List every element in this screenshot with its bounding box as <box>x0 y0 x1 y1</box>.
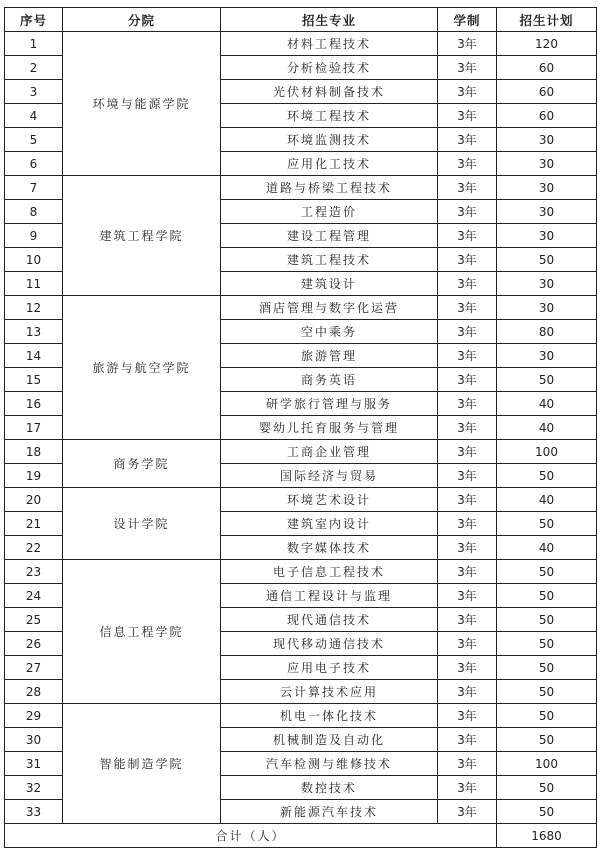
major-name: 数字媒体技术 <box>221 536 438 560</box>
duration: 3年 <box>438 296 497 320</box>
enrollment-plan: 50 <box>497 632 597 656</box>
college-name: 信息工程学院 <box>63 560 221 704</box>
college-name: 旅游与航空学院 <box>63 296 221 440</box>
enrollment-plan: 50 <box>497 584 597 608</box>
duration: 3年 <box>438 512 497 536</box>
duration: 3年 <box>438 56 497 80</box>
major-name: 通信工程设计与监理 <box>221 584 438 608</box>
duration: 3年 <box>438 392 497 416</box>
enrollment-plan: 50 <box>497 608 597 632</box>
enrollment-plan: 50 <box>497 560 597 584</box>
duration: 3年 <box>438 464 497 488</box>
row-number: 24 <box>5 584 63 608</box>
major-name: 应用电子技术 <box>221 656 438 680</box>
college-name: 智能制造学院 <box>63 704 221 824</box>
enrollment-plan: 30 <box>497 200 597 224</box>
enrollment-plan: 120 <box>497 32 597 56</box>
major-name: 新能源汽车技术 <box>221 800 438 824</box>
major-name: 数控技术 <box>221 776 438 800</box>
enrollment-plan: 40 <box>497 416 597 440</box>
college-name: 环境与能源学院 <box>63 32 221 176</box>
major-name: 工程造价 <box>221 200 438 224</box>
major-name: 汽车检测与维修技术 <box>221 752 438 776</box>
major-name: 电子信息工程技术 <box>221 560 438 584</box>
major-name: 材料工程技术 <box>221 32 438 56</box>
major-name: 机械制造及自动化 <box>221 728 438 752</box>
duration: 3年 <box>438 800 497 824</box>
total-label: 合计（人） <box>5 824 497 848</box>
row-number: 19 <box>5 464 63 488</box>
row-number: 3 <box>5 80 63 104</box>
enrollment-plan: 60 <box>497 56 597 80</box>
enrollment-plan: 50 <box>497 728 597 752</box>
row-number: 16 <box>5 392 63 416</box>
major-name: 旅游管理 <box>221 344 438 368</box>
enrollment-plan: 100 <box>497 752 597 776</box>
duration: 3年 <box>438 752 497 776</box>
table-row <box>5 440 597 464</box>
table-row <box>5 296 597 320</box>
enrollment-plan: 50 <box>497 680 597 704</box>
duration: 3年 <box>438 104 497 128</box>
enrollment-plan: 50 <box>497 368 597 392</box>
enrollment-plan: 30 <box>497 176 597 200</box>
duration: 3年 <box>438 176 497 200</box>
major-name: 应用化工技术 <box>221 152 438 176</box>
duration: 3年 <box>438 488 497 512</box>
row-number: 1 <box>5 32 63 56</box>
duration: 3年 <box>438 584 497 608</box>
major-name: 云计算技术应用 <box>221 680 438 704</box>
header-no: 序号 <box>5 8 63 32</box>
duration: 3年 <box>438 560 497 584</box>
duration: 3年 <box>438 608 497 632</box>
row-number: 7 <box>5 176 63 200</box>
duration: 3年 <box>438 248 497 272</box>
header-row <box>5 8 597 32</box>
row-number: 8 <box>5 200 63 224</box>
major-name: 工商企业管理 <box>221 440 438 464</box>
duration: 3年 <box>438 224 497 248</box>
enrollment-plan: 60 <box>497 104 597 128</box>
enrollment-plan: 30 <box>497 344 597 368</box>
enrollment-plan: 80 <box>497 320 597 344</box>
enrollment-plan: 50 <box>497 800 597 824</box>
duration: 3年 <box>438 776 497 800</box>
total-value: 1680 <box>497 824 597 848</box>
enrollment-plan: 50 <box>497 512 597 536</box>
row-number: 22 <box>5 536 63 560</box>
duration: 3年 <box>438 704 497 728</box>
major-name: 光伏材料制备技术 <box>221 80 438 104</box>
header-duration: 学制 <box>438 8 497 32</box>
major-name: 婴幼儿托育服务与管理 <box>221 416 438 440</box>
major-name: 环境艺术设计 <box>221 488 438 512</box>
enrollment-plan: 30 <box>497 128 597 152</box>
duration: 3年 <box>438 344 497 368</box>
row-number: 6 <box>5 152 63 176</box>
major-name: 环境监测技术 <box>221 128 438 152</box>
enrollment-plan: 40 <box>497 536 597 560</box>
enrollment-plan: 50 <box>497 776 597 800</box>
duration: 3年 <box>438 200 497 224</box>
major-name: 分析检验技术 <box>221 56 438 80</box>
major-name: 研学旅行管理与服务 <box>221 392 438 416</box>
enrollment-plan: 60 <box>497 80 597 104</box>
row-number: 21 <box>5 512 63 536</box>
duration: 3年 <box>438 320 497 344</box>
row-number: 14 <box>5 344 63 368</box>
duration: 3年 <box>438 80 497 104</box>
duration: 3年 <box>438 728 497 752</box>
row-number: 26 <box>5 632 63 656</box>
duration: 3年 <box>438 416 497 440</box>
duration: 3年 <box>438 440 497 464</box>
row-number: 9 <box>5 224 63 248</box>
enrollment-plan: 30 <box>497 272 597 296</box>
college-name: 商务学院 <box>63 440 221 488</box>
college-name: 建筑工程学院 <box>63 176 221 296</box>
enrollment-plan: 100 <box>497 440 597 464</box>
major-name: 现代通信技术 <box>221 608 438 632</box>
duration: 3年 <box>438 368 497 392</box>
header-major: 招生专业 <box>221 8 438 32</box>
enrollment-plan: 50 <box>497 656 597 680</box>
header-college: 分院 <box>63 8 221 32</box>
row-number: 29 <box>5 704 63 728</box>
duration: 3年 <box>438 152 497 176</box>
major-name: 空中乘务 <box>221 320 438 344</box>
row-number: 17 <box>5 416 63 440</box>
major-name: 酒店管理与数字化运营 <box>221 296 438 320</box>
duration: 3年 <box>438 680 497 704</box>
row-number: 5 <box>5 128 63 152</box>
table-row <box>5 704 597 728</box>
major-name: 道路与桥梁工程技术 <box>221 176 438 200</box>
row-number: 27 <box>5 656 63 680</box>
enrollment-plan: 30 <box>497 296 597 320</box>
header-plan: 招生计划 <box>497 8 597 32</box>
row-number: 18 <box>5 440 63 464</box>
major-name: 现代移动通信技术 <box>221 632 438 656</box>
row-number: 25 <box>5 608 63 632</box>
row-number: 10 <box>5 248 63 272</box>
row-number: 12 <box>5 296 63 320</box>
duration: 3年 <box>438 632 497 656</box>
row-number: 23 <box>5 560 63 584</box>
enrollment-plan: 30 <box>497 152 597 176</box>
row-number: 31 <box>5 752 63 776</box>
table-row <box>5 176 597 200</box>
major-name: 建筑设计 <box>221 272 438 296</box>
major-name: 环境工程技术 <box>221 104 438 128</box>
row-number: 2 <box>5 56 63 80</box>
duration: 3年 <box>438 656 497 680</box>
major-name: 国际经济与贸易 <box>221 464 438 488</box>
table-row <box>5 488 597 512</box>
duration: 3年 <box>438 272 497 296</box>
total-row <box>5 824 597 848</box>
enrollment-plan: 40 <box>497 392 597 416</box>
table-row <box>5 32 597 56</box>
row-number: 4 <box>5 104 63 128</box>
enrollment-plan: 30 <box>497 224 597 248</box>
major-name: 商务英语 <box>221 368 438 392</box>
row-number: 28 <box>5 680 63 704</box>
row-number: 30 <box>5 728 63 752</box>
major-name: 机电一体化技术 <box>221 704 438 728</box>
college-name: 设计学院 <box>63 488 221 560</box>
table-row <box>5 560 597 584</box>
row-number: 11 <box>5 272 63 296</box>
enrollment-plan: 50 <box>497 248 597 272</box>
major-name: 建筑工程技术 <box>221 248 438 272</box>
row-number: 32 <box>5 776 63 800</box>
row-number: 20 <box>5 488 63 512</box>
enrollment-plan: 50 <box>497 704 597 728</box>
row-number: 15 <box>5 368 63 392</box>
enrollment-plan: 50 <box>497 464 597 488</box>
duration: 3年 <box>438 32 497 56</box>
enrollment-plan-table <box>4 7 597 848</box>
enrollment-plan: 40 <box>497 488 597 512</box>
duration: 3年 <box>438 128 497 152</box>
duration: 3年 <box>438 536 497 560</box>
major-name: 建筑室内设计 <box>221 512 438 536</box>
row-number: 33 <box>5 800 63 824</box>
row-number: 13 <box>5 320 63 344</box>
major-name: 建设工程管理 <box>221 224 438 248</box>
